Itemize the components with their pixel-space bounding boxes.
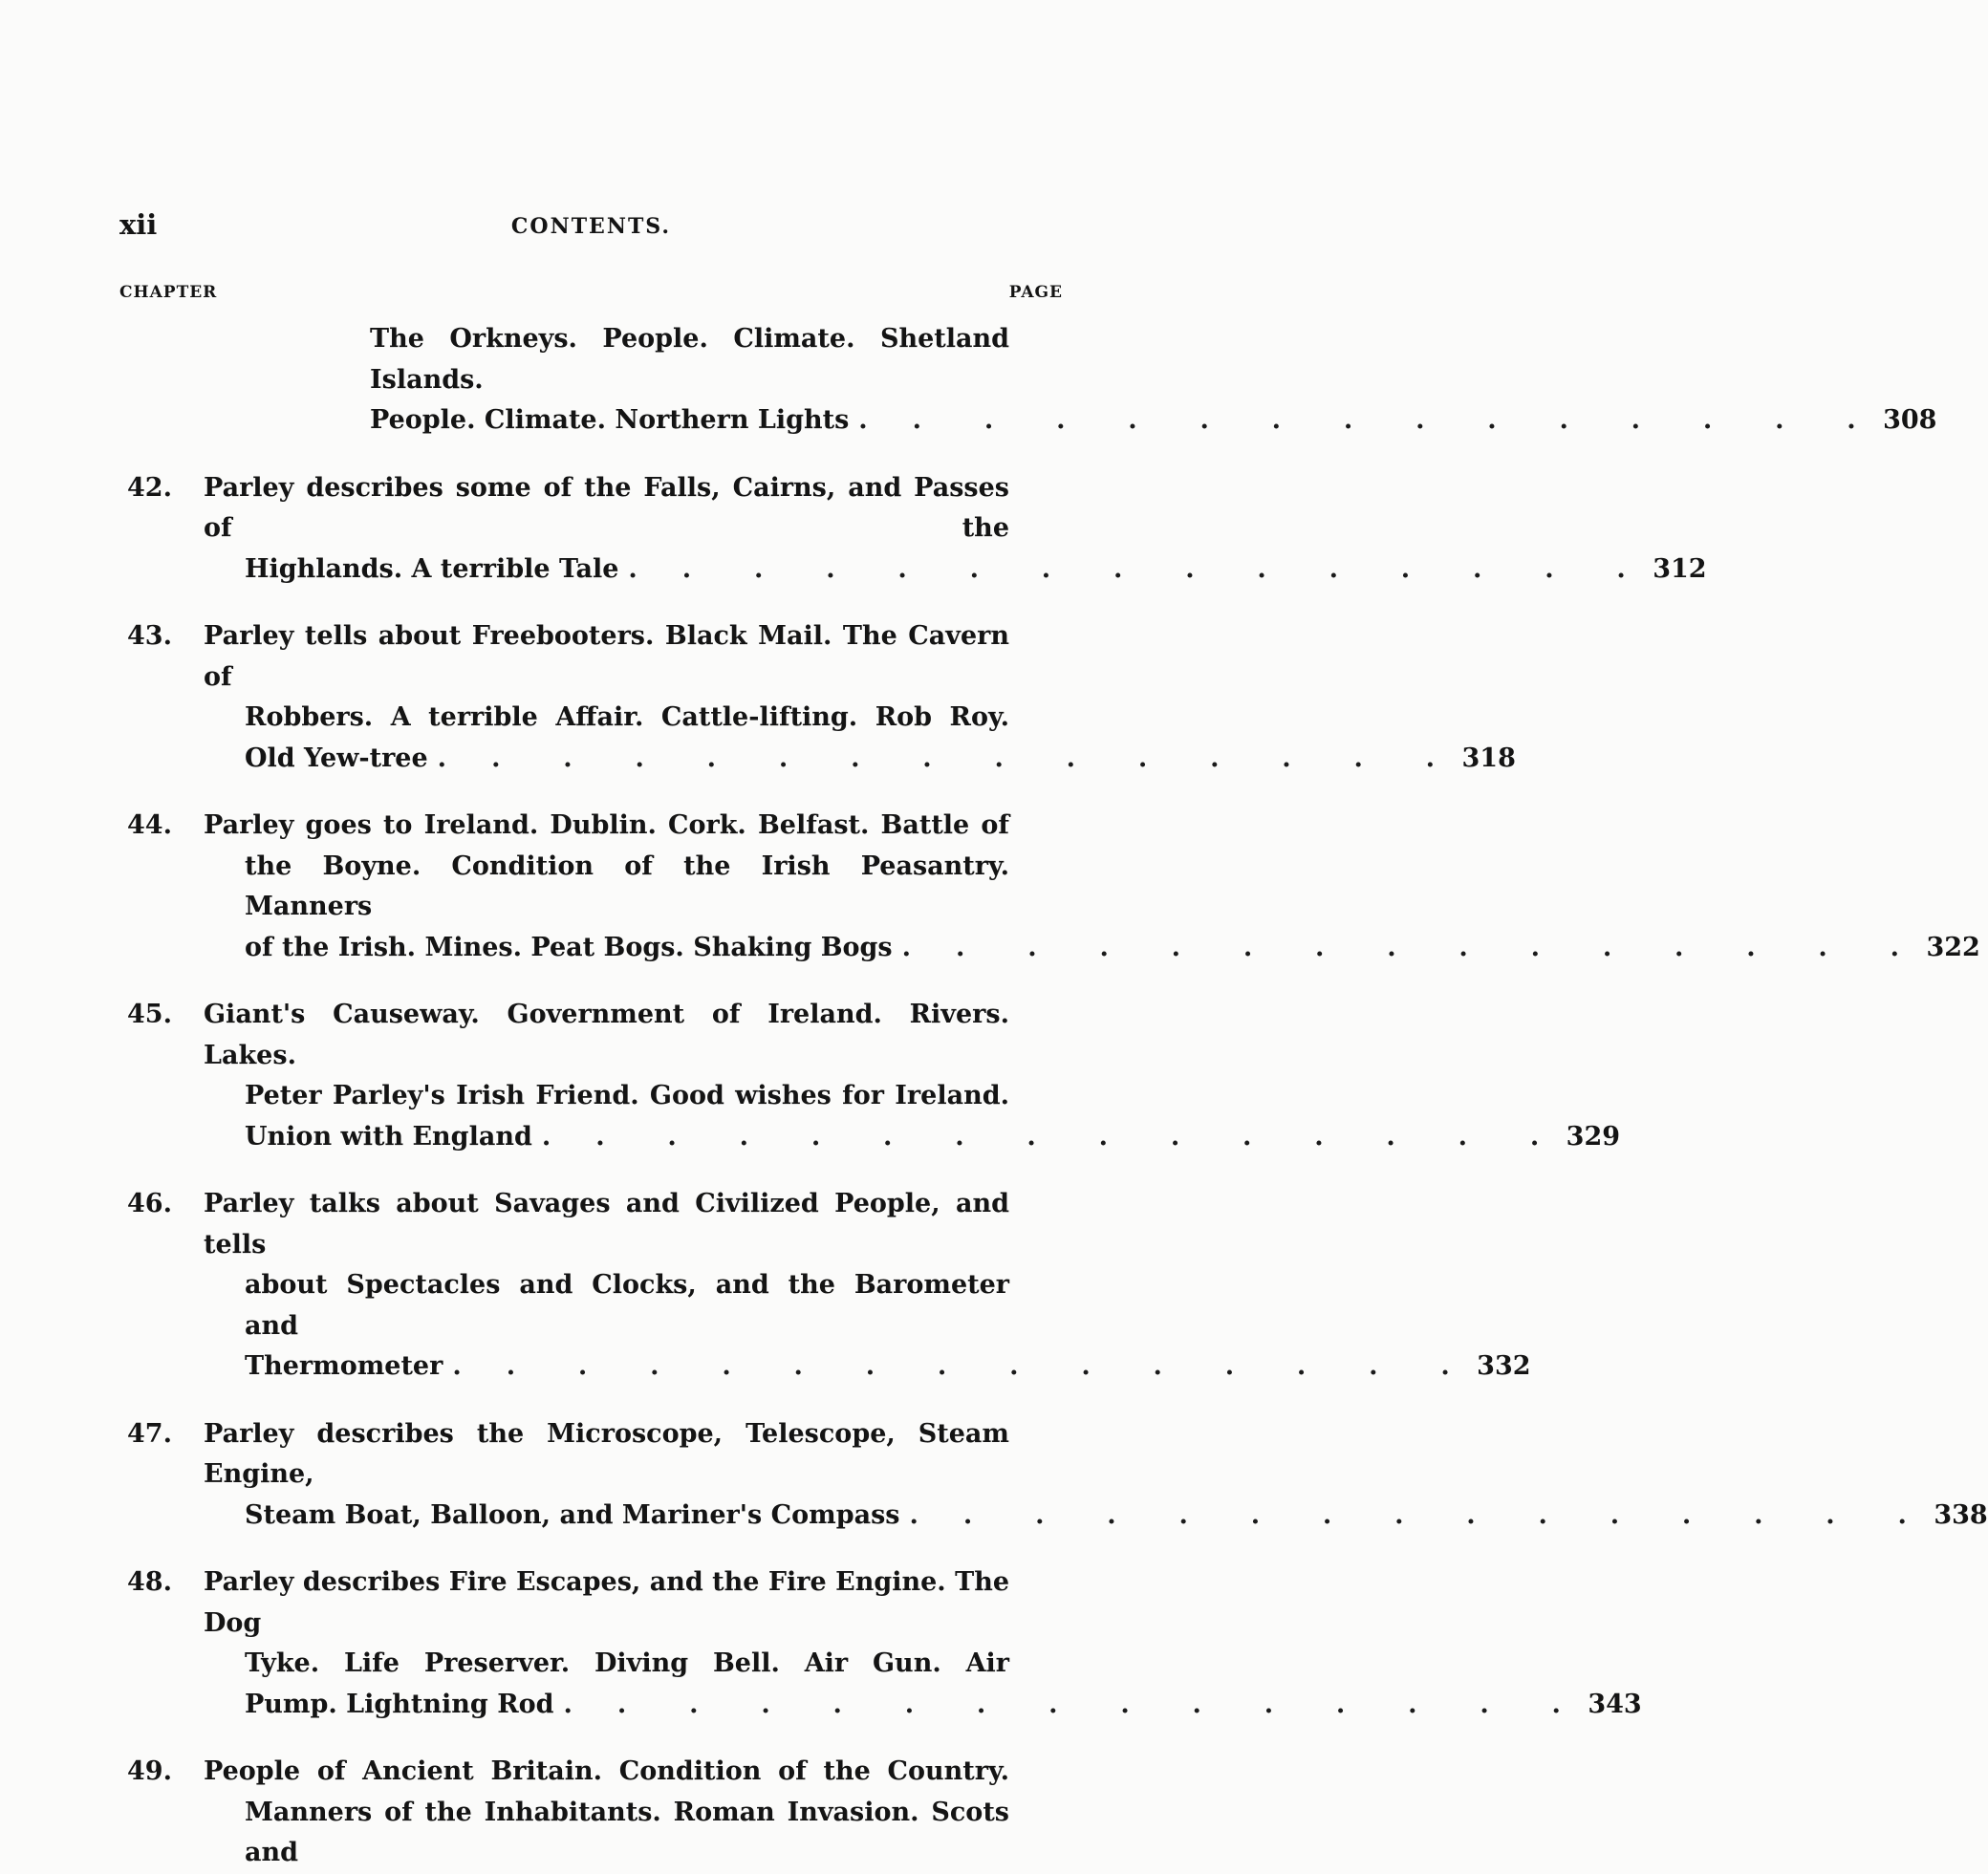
dot-leader: . . . . . . . . . . . . . . . xyxy=(858,405,1874,435)
chapter-number: 45. xyxy=(127,1000,172,1029)
page-number: 308 xyxy=(1883,405,1937,435)
entry-text-line: Union with England xyxy=(245,1121,532,1152)
entry-text-line: People of Ancient Britain. Condition of the Country. xyxy=(204,1756,1009,1786)
page-number: 312 xyxy=(1653,553,1707,584)
entry-text-line: Parley talks about Savages and Civilized People, and tells xyxy=(204,1189,1009,1260)
dot-leader: . . . . . . . . . . . . . . . xyxy=(909,1499,1925,1530)
entry-text-line: Old Yew-tree xyxy=(245,743,428,773)
page-number: 332 xyxy=(1477,1351,1531,1381)
contents-entry xyxy=(119,1562,1642,1725)
chapter-number: 46. xyxy=(127,1189,172,1218)
entry-last-line xyxy=(245,1685,1642,1726)
entry-text-line: Parley goes to Ireland. Dublin. Cork. Belfast. Battle of xyxy=(204,810,1009,840)
contents-entry xyxy=(119,806,1980,968)
chapter-column-heading: CHAPTER xyxy=(119,283,218,302)
page-folio: xii xyxy=(119,208,158,241)
entry-last-line xyxy=(245,1496,1988,1537)
entry-last-line xyxy=(245,549,1707,591)
entry-last-line xyxy=(245,739,1516,780)
contents-list xyxy=(119,319,1988,1874)
contents-entry xyxy=(119,1184,1531,1388)
contents-entry xyxy=(119,319,1937,442)
entry-text-line: Parley describes Fire Escapes, and the Fire Engine. The Dog xyxy=(204,1567,1009,1638)
entry-text-line: People. Climate. Northern Lights xyxy=(370,405,850,435)
entry-text-line: about Spectacles and Clocks, and the Barometer and xyxy=(245,1270,1009,1341)
contents-entry xyxy=(119,1414,1988,1537)
entry-text-line: Parley tells about Freebooters. Black Mail. The Cavern of xyxy=(204,621,1009,692)
chapter-number: 42. xyxy=(127,472,172,503)
page-number: 329 xyxy=(1566,1121,1621,1152)
chapter-number: 43. xyxy=(127,621,172,651)
page-title: CONTENTS. xyxy=(510,214,672,239)
entry-last-line xyxy=(245,928,1980,969)
page-column-heading: PAGE xyxy=(1008,283,1063,302)
dot-leader: . . . . . . . . . . . . . . . xyxy=(541,1121,1558,1152)
entry-text-line: Manners of the Inhabitants. Roman Invasion. Scots and xyxy=(245,1797,1009,1867)
chapter-number: 49. xyxy=(127,1756,172,1786)
entry-last-line xyxy=(245,1117,1621,1158)
dot-leader: . . . . . . . . . . . . . . . xyxy=(452,1351,1468,1381)
chapter-number: 47. xyxy=(127,1418,172,1449)
entry-text-line: Pump. Lightning Rod xyxy=(245,1689,554,1719)
contents-entry xyxy=(119,616,1516,779)
entry-text-line: Parley describes some of the Falls, Cairns, and Passes of the xyxy=(204,472,1009,543)
entry-text-line: of the Irish. Mines. Peat Bogs. Shaking Bogs xyxy=(245,932,893,962)
entry-text-line: Highlands. A terrible Tale xyxy=(245,553,619,584)
running-head xyxy=(119,208,1063,247)
entry-last-line xyxy=(370,400,1937,442)
chapter-number: 44. xyxy=(127,810,172,840)
entry-text-line: Tyke. Life Preserver. Diving Bell. Air Gun. Air xyxy=(245,1648,1009,1678)
entry-text-line: The Orkneys. People. Climate. Shetland Islands. xyxy=(370,324,1009,395)
dot-leader: . . . . . . . . . . . . . . . xyxy=(563,1689,1579,1719)
contents-entry xyxy=(119,1752,1063,1874)
entry-text-line: the Boyne. Condition of the Irish Peasantry. Manners xyxy=(245,851,1009,921)
contents-entry xyxy=(119,468,1707,591)
entry-text-line: Peter Parley's Irish Friend. Good wishes for Ireland. xyxy=(245,1081,1009,1110)
chapter-number: 48. xyxy=(127,1567,172,1597)
dot-leader: . . . . . . . . . . . . . . . xyxy=(437,743,1453,773)
page-number: 343 xyxy=(1588,1689,1642,1719)
page-number: 338 xyxy=(1934,1499,1988,1530)
page-number: 318 xyxy=(1461,743,1516,773)
page-number: 322 xyxy=(1926,932,1980,962)
dot-leader: . . . . . . . . . . . . . . . xyxy=(901,932,1917,962)
entry-last-line xyxy=(245,1346,1531,1388)
entry-text-line: Giant's Causeway. Government of Ireland. Rivers. Lakes. xyxy=(204,1000,1009,1070)
entry-text-line: Steam Boat, Balloon, and Mariner's Compass xyxy=(245,1499,900,1530)
entry-text-line: Robbers. A terrible Affair. Cattle-lifting. Rob Roy. xyxy=(245,702,1009,732)
entry-text-line: Thermometer xyxy=(245,1351,443,1381)
dot-leader: . . . . . . . . . . . . . . . xyxy=(628,553,1644,584)
entry-text-line: Parley describes the Microscope, Telescope, Steam Engine, xyxy=(204,1418,1009,1489)
contents-entry xyxy=(119,995,1621,1157)
